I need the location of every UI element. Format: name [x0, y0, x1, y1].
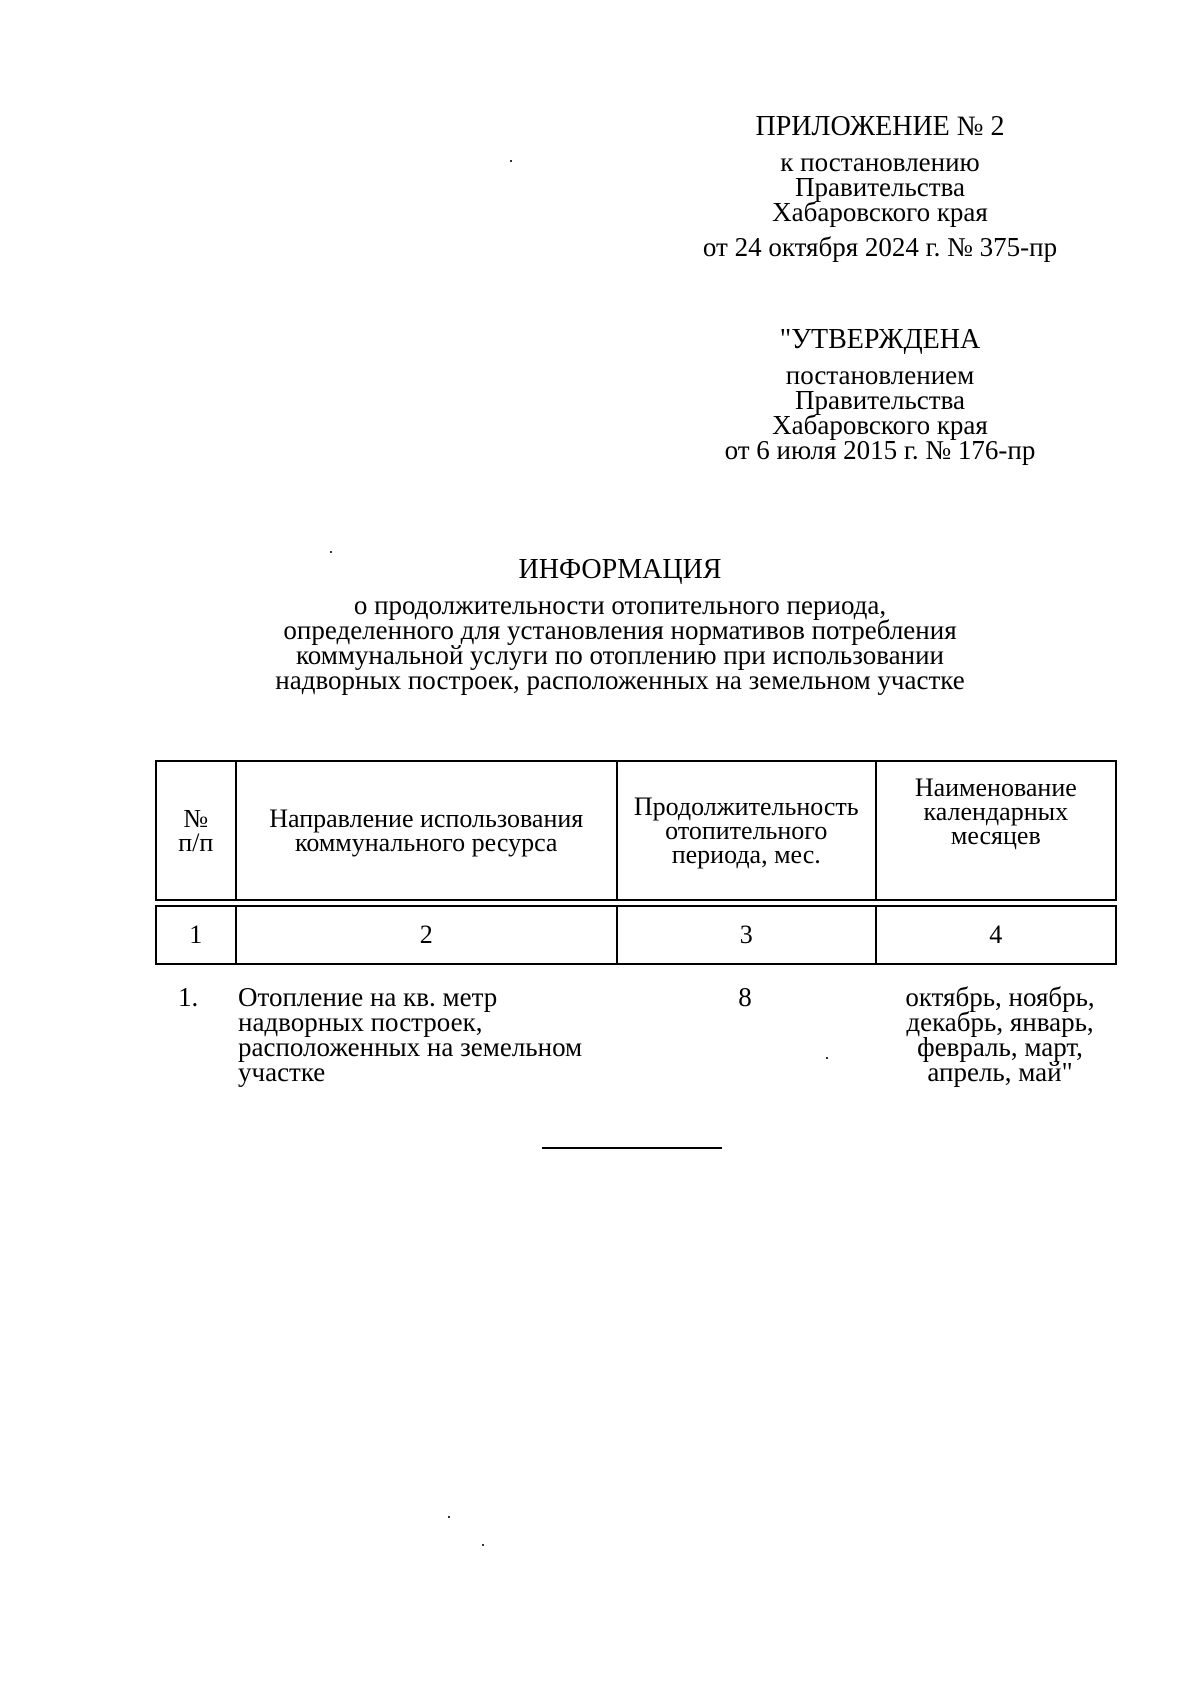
title-line-3: коммунальной услуги по отоплению при использовании	[296, 640, 944, 670]
row-1-months-line-1: октябрь, ноябрь,	[905, 982, 1095, 1012]
row-1-months-line-3: февраль, март,	[917, 1032, 1083, 1062]
header-months-line-3: месяцев	[950, 821, 1041, 850]
appendix-heading: ПРИЛОЖЕНИЕ № 2	[755, 111, 1005, 142]
header-number-line-1: №	[183, 803, 209, 833]
scan-speck	[510, 160, 512, 162]
row-1-direction-line-1: Отопление на кв. метр	[238, 982, 498, 1012]
appendix-line-1: к постановлению	[780, 147, 980, 177]
row-1-months-line-2: декабрь, январь,	[906, 1007, 1094, 1037]
table-header-row	[156, 761, 1116, 900]
header-duration-line-3: периода, мес.	[671, 839, 821, 869]
appendix-date: от 24 октября 2024 г. № 375-пр	[702, 232, 1058, 262]
title-line-1: о продолжительности отопительного периода,	[353, 590, 887, 620]
row-1-direction-line-4: участке	[238, 1057, 326, 1087]
header-duration-line-1: Продолжительность	[633, 791, 859, 821]
column-number-2: 2	[236, 906, 617, 964]
scan-speck	[826, 1057, 828, 1059]
scan-speck	[482, 1544, 484, 1546]
document-title: ИНФОРМАЦИЯ	[518, 554, 722, 585]
scan-speck	[330, 551, 332, 553]
row-1-direction-line-3: расположенных на земельном	[238, 1032, 583, 1062]
header-direction	[236, 761, 617, 900]
title-line-4: надворных построек, расположенных на земельном участке	[275, 665, 965, 695]
header-number-line-2: п/п	[178, 827, 214, 857]
scan-speck	[448, 1516, 450, 1518]
header-direction-line-1: Направление использования	[269, 803, 584, 833]
header-duration-line-2: отопительного	[665, 815, 828, 845]
heating-period-table	[155, 760, 1117, 965]
column-numbers-row	[156, 906, 1116, 964]
appendix-line-2: Правительства	[795, 172, 965, 202]
approved-block	[690, 325, 1070, 463]
header-months-line-1: Наименование	[914, 773, 1077, 802]
row-1-months-line-4: апрель, май"	[927, 1057, 1073, 1087]
closing-rule	[542, 1147, 722, 1149]
row-1-direction	[238, 982, 618, 1087]
appendix-block	[690, 112, 1070, 260]
header-duration	[617, 761, 876, 900]
title-line-2: определенного для установления нормативов потребления	[283, 615, 957, 645]
approved-line-4: от 6 июля 2015 г. № 176-пр	[724, 435, 1036, 465]
column-number-4: 4	[876, 906, 1116, 964]
column-number-3: 3	[617, 906, 876, 964]
row-1-duration: 8	[738, 982, 752, 1012]
document-title-block	[200, 555, 1040, 693]
approved-heading: "УТВЕРЖДЕНА	[779, 324, 981, 355]
header-months-line-2: календарных	[923, 797, 1069, 826]
approved-line-3: Хабаровского края	[772, 410, 988, 440]
row-1-number: 1.	[178, 982, 199, 1012]
appendix-line-3: Хабаровского края	[772, 197, 988, 227]
approved-line-1: постановлением	[785, 360, 975, 390]
row-1-months	[880, 982, 1120, 1087]
header-months	[876, 761, 1116, 900]
approved-line-2: Правительства	[795, 385, 965, 415]
row-1-direction-line-2: надворных построек,	[238, 1007, 483, 1037]
header-number	[156, 761, 236, 900]
column-number-1: 1	[156, 906, 236, 964]
header-direction-line-2: коммунального ресурса	[295, 827, 558, 857]
